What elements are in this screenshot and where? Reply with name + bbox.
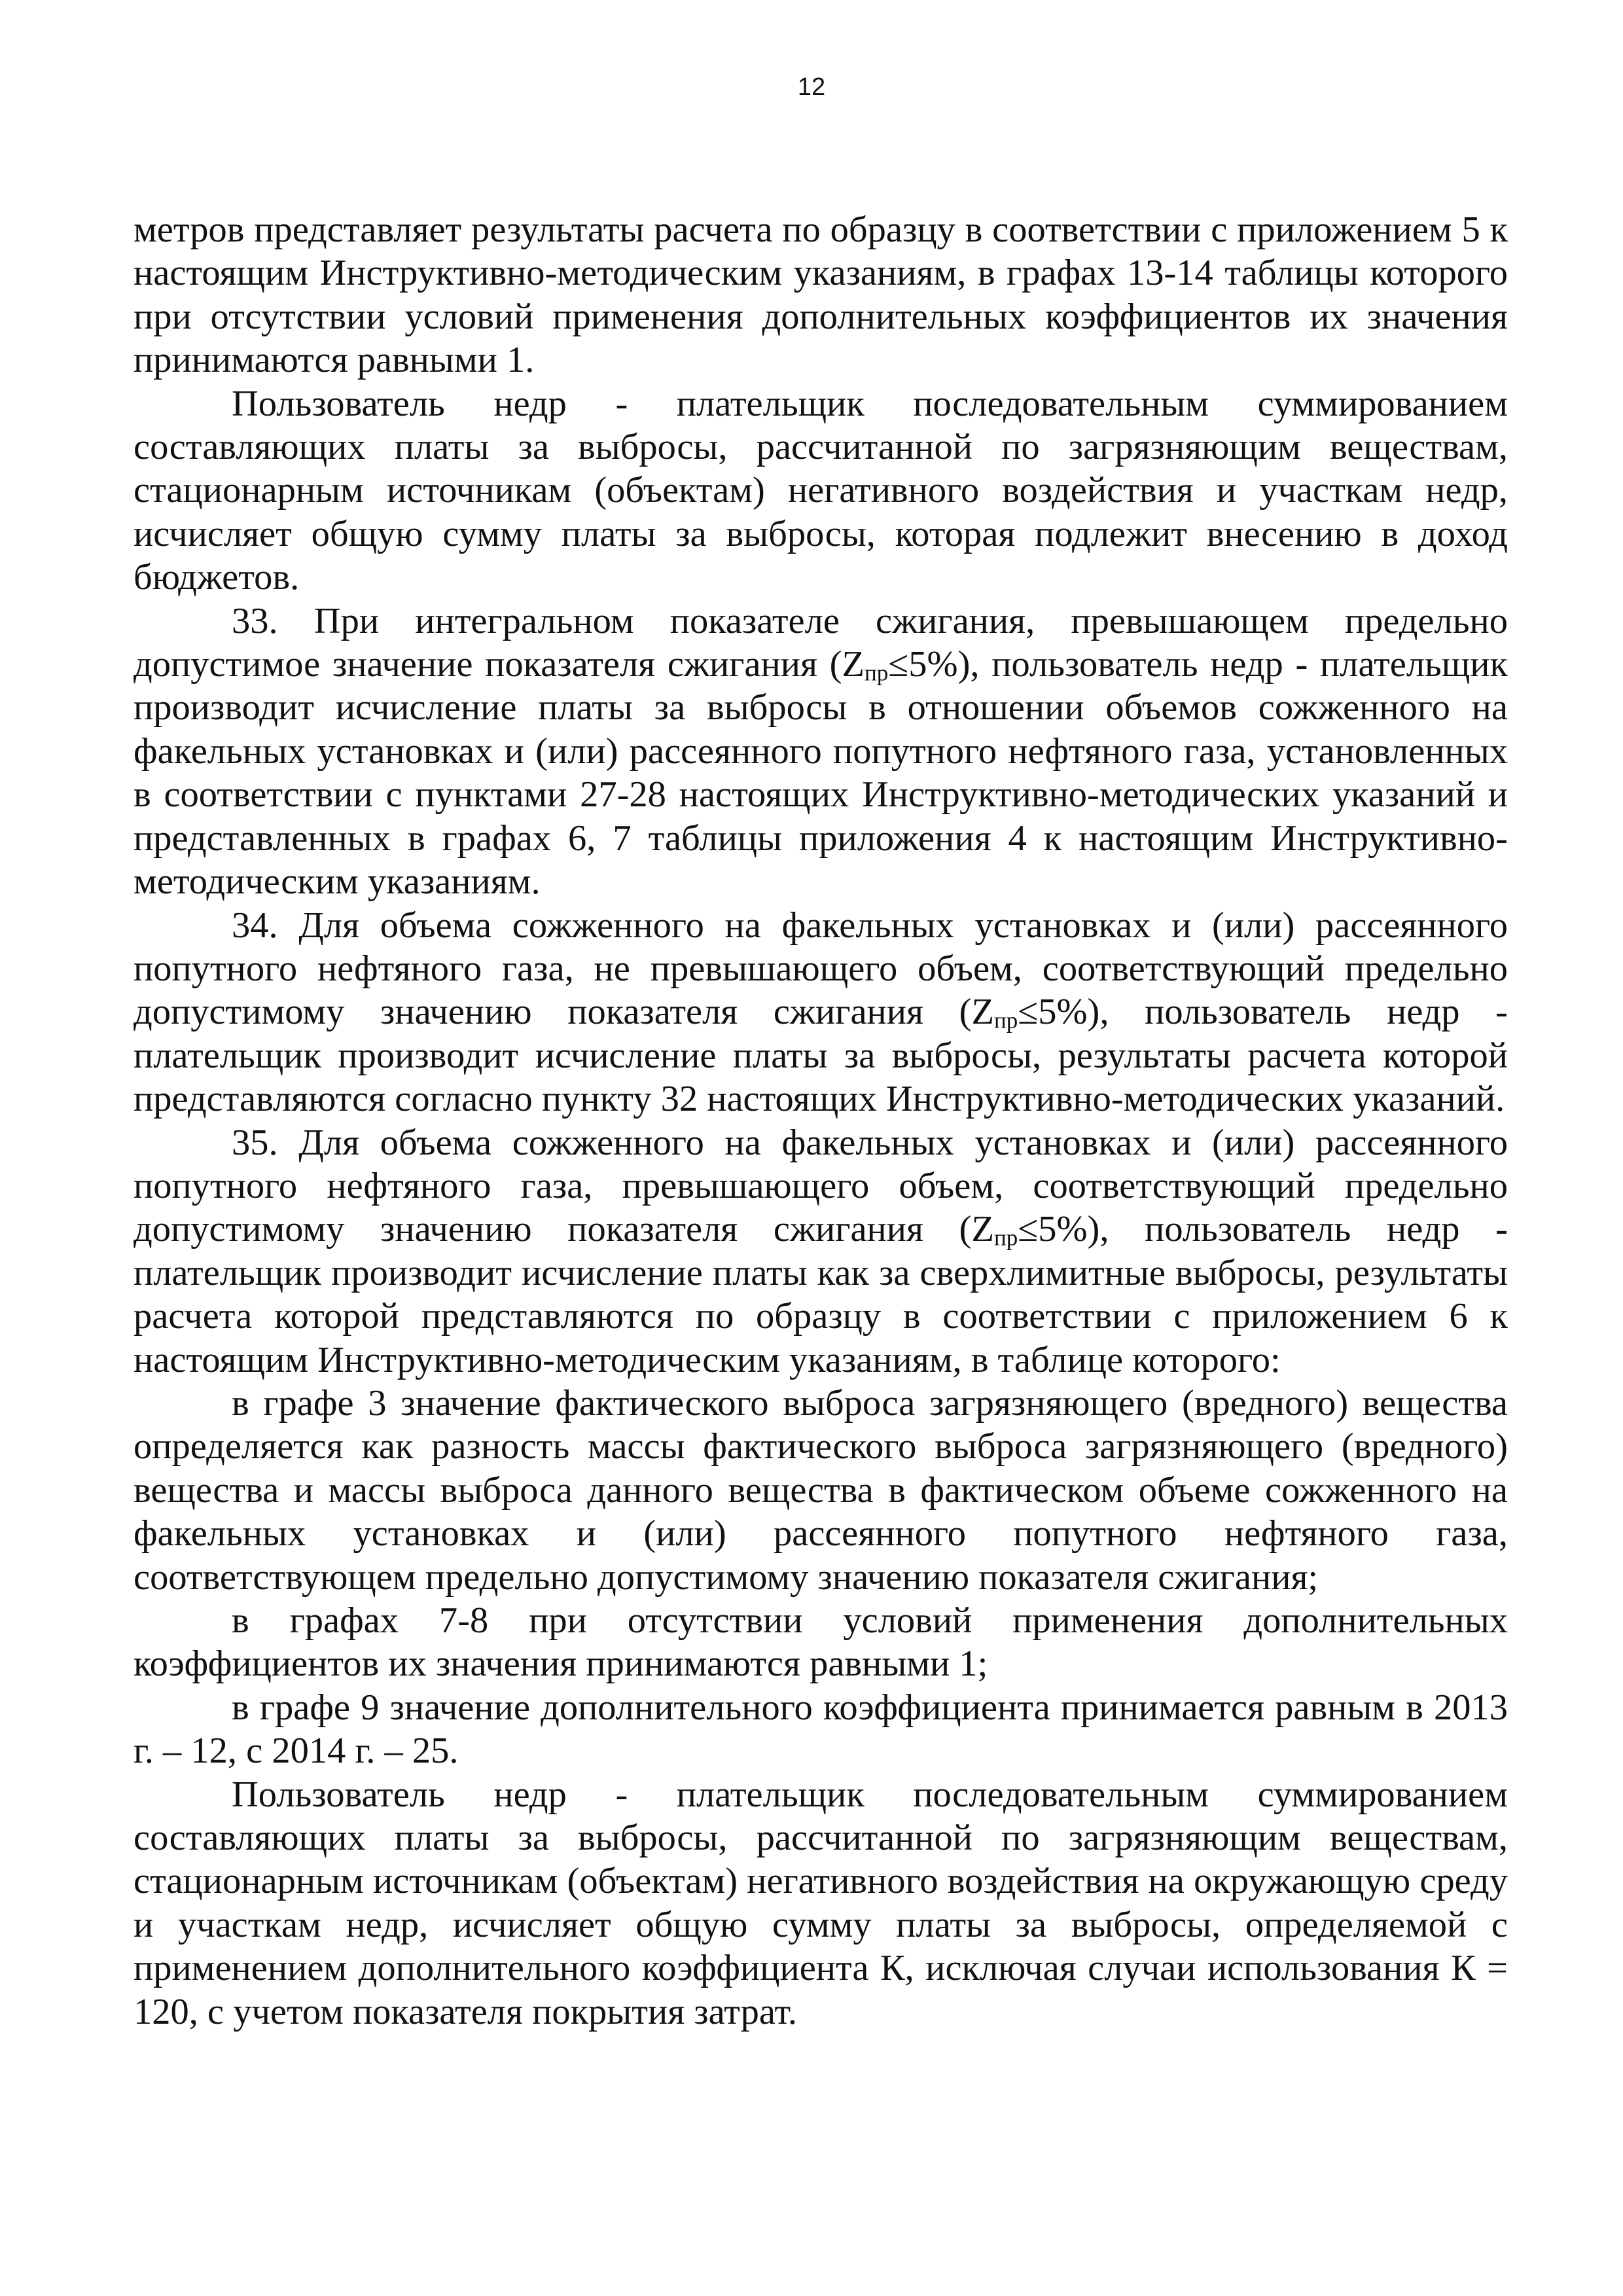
paragraph-item-34 [134, 904, 1508, 1121]
paragraph-column-9: в графе 9 значение дополнительного коэффициента принимается равным в 2013 г. – 12, с 2014 г. – 25. [134, 1687, 1508, 1772]
document-body [134, 208, 1508, 2034]
subscript-text: пр [993, 1225, 1018, 1251]
paragraph-continuation: метров представляет результаты расчета по образцу в соответствии с приложением 5 к настоящим Инструктивно-методическим указаниям, в графах 13-14 таблицы которого при отсутствии условий применения дополнительных коэффициентов их значения принимаются равными 1. [134, 209, 1508, 381]
subscript-text: пр [993, 1007, 1018, 1033]
paragraph-item-35 [134, 1121, 1508, 1382]
paragraph-text: 35. Для объема сожженного на факельных установках и (или) рассеянного попутного нефтяного газа, превышающего объем, соответствующий предельно допустимому значению показателя сжигания (Z [134, 1122, 1508, 1250]
paragraph-text: ≤5%), пользователь недр - плательщик производит исчисление платы за выбросы в отношении объемов сожженного на факельных установках и (или) рассеянного попутного нефтяного газа, установленных в соответствии с пунктами 27-28 настоящих Инструктивно-методических указаний и представленных в графах 6, 7 таблицы приложения 4 к настоящим Инструктивно-методическим указаниям. [134, 644, 1508, 903]
paragraph-total-payment: Пользователь недр - плательщик последовательным суммированием составляющих платы за выбросы, рассчитанной по загрязняющим веществам, стационарным источникам (объектам) негативного воздействия и участкам недр, исчисляет общую сумму платы за выбросы, которая подлежит внесению в доход бюджетов. [134, 383, 1508, 598]
paragraph-item-33 [134, 600, 1508, 904]
paragraph-text: ≤5%), пользователь недр - плательщик производит исчисление платы за выбросы, результаты расчета которой представляются согласно пункту 32 настоящих Инструктивно-методических указаний. [134, 992, 1508, 1120]
paragraph-total-payment-surcharge: Пользователь недр - плательщик последовательным суммированием составляющих платы за выбросы, рассчитанной по загрязняющим веществам, стационарным источникам (объектам) негативного воздействия на окружающую среду и участкам недр, исчисляет общую сумму платы за выбросы, определяемой с применением дополнительного коэффициента К, исключая случаи использования К = 120, с учетом показателя покрытия затрат. [134, 1774, 1508, 2032]
paragraph-text: 33. При интегральном показателе сжигания, превышающем предельно допустимое значение показателя сжигания (Z [134, 600, 1508, 685]
page-number: 12 [797, 73, 826, 101]
subscript-text: пр [865, 660, 889, 686]
paragraph-text: 34. Для объема сожженного на факельных установках и (или) рассеянного попутного нефтяного газа, не превышающего объем, соответствующий предельно допустимому значению показателя сжигания (Z [134, 905, 1508, 1033]
paragraph-column-3: в графе 3 значение фактического выброса загрязняющего (вредного) вещества определяется как разность массы фактического выброса загрязняющего (вредного) вещества и массы выброса данного вещества в фактическом объеме сожженного на факельных установках и (или) рассеянного попутного нефтяного газа, соответствующем предельно допустимому значению показателя сжигания; [134, 1382, 1508, 1598]
paragraph-text: ≤5%), пользователь недр - плательщик производит исчисление платы как за сверхлимитные выбросы, результаты расчета которой представляются по образцу в соответствии с приложением 6 к настоящим Инструктивно-методическим указаниям, в таблице которого: [134, 1209, 1508, 1380]
paragraph-columns-7-8: в графах 7-8 при отсутствии условий применения дополнительных коэффициентов их значения принимаются равными 1; [134, 1600, 1508, 1685]
